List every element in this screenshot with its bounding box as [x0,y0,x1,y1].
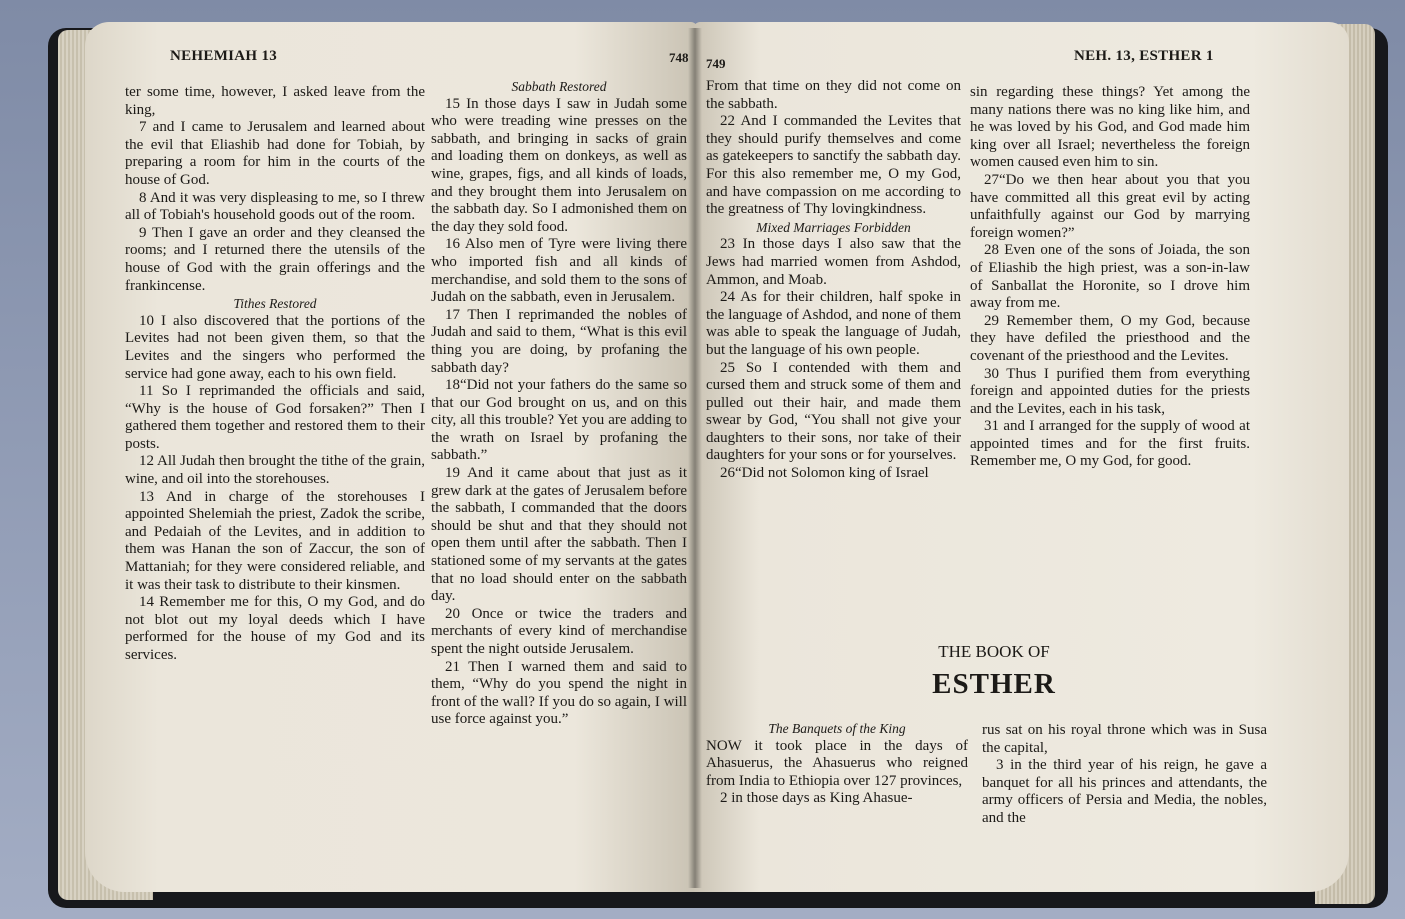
verse-15: 15 In those days I saw in Judah some who were treading wine presses on the sabbath, and bringing in sacks of grain and loading them on donkeys, as well as wine, grapes, figs, and all kinds of loads, and they brought them into Jerusalem on the sabbath day. So I admonished them on the day they sold food. [431,95,687,235]
verse-28: 28 Even one of the sons of Joiada, the son of Eliashib the high priest, was a son-in-law of Sanballat the Horonite, so I drove him away from me. [970,242,1250,312]
book-gutter [688,28,702,888]
verse-27: 27“Do we then hear about you that you have committed all this great evil by acting unfaithfully against our God by marrying foreign women?” [970,171,1250,241]
esther-verse-2: 2 in those days as King Ahasue- [720,790,913,807]
verse-8: 8 And it was very displeasing to me, so I threw all of Tobiah's household goods out of the room. [125,189,425,224]
verse-12: 12 All Judah then brought the tithe of the grain, wine, and oil into the storehouses. [125,453,425,488]
verse-17: 17 Then I reprimanded the nobles of Judah and said to them, “What is this evil thing you are doing, by profaning the sabbath day? [431,306,687,376]
page-number-left: 748 [669,50,689,65]
verse-13: 13 And in charge of the storehouses I appointed Shelemiah the priest, Zadok the scribe, and Pedaiah of the Levites, and in addition to them was Hanan the son of Zaccur, the son of Mattaniah; for they were considered reliable, and it was their task to distribute to their kinsmen. [125,488,425,593]
verse-text: From that time on they did not come on the sabbath. [706,78,961,112]
esther-column-2 [982,722,1267,828]
left-column-2 [431,78,687,729]
running-header-left: NEHEMIAH 13 [170,48,278,64]
right-page [694,22,1349,892]
section-heading: Mixed Marriages Forbidden [756,219,911,235]
verse-text: sin regarding these things? Yet among the many nations there was no king like him, and he was loved by his God, and God made him king over all Israel; nevertheless the foreign women caused even him to sin. [970,84,1250,171]
verse-14: 14 Remember me for this, O my God, and do not blot out my loyal deeds which I have performed for the house of my God and its services. [125,594,425,663]
left-column-1 [125,84,425,665]
verse-30: 30 Thus I purified them from everything foreign and appointed duties for the priests and the Levites, each in his task, [970,365,1250,417]
right-column-1 [706,78,961,483]
verse-text: ter some time, however, I asked leave from the king, [125,84,425,118]
verse-text: rus sat on his royal throne which was in Susa the capital, [982,722,1267,756]
verse-18: 18“Did not your fathers do the same so that our God brought on us, and on this city, all this trouble? Yet you are adding to the wrath on Israel by profaning the sabbath.” [431,377,687,464]
right-column-2 [970,84,1250,471]
verse-24: 24 As for their children, half spoke in the language of Ashdod, and none of them was able to speak the language of Judah, but the language of his own people. [706,289,961,358]
esther-verse-1: NOW it took place in the days of Ahasuerus, the Ahasuerus who reigned from India to Ethiopia over 127 provinces, [706,737,968,789]
section-heading: Tithes Restored [233,296,317,312]
section-heading: The Banquets of the King [768,721,906,736]
verse-11: 11 So I reprimanded the officials and said, “Why is the house of God forsaken?” Then I gathered them together and restored them to their posts. [125,383,425,452]
book-title-large: ESTHER [932,668,1056,700]
verse-31: 31 and I arranged for the supply of wood at appointed times and for the first fruits. Remember me, O my God, for good. [970,418,1250,470]
running-header-right: NEH. 13, ESTHER 1 [1074,48,1214,64]
verse-10: 10 I also discovered that the portions of the Levites had not been given them, so that the Levites and the singers who performed the service had gone away, each to his own field. [125,312,425,382]
verse-22: 22 And I commanded the Levites that they should purify themselves and come as gatekeepers to sanctify the sabbath day. For this also remember me, O my God, and have compassion on me according to the greatness of Thy lovingkindness. [706,113,961,218]
verse-26: 26“Did not Solomon king of Israel [720,465,929,482]
verse-21: 21 Then I warned them and said to them, “Why do you spend the night in front of the wall? If you do so again, I will use force against you.” [431,658,687,728]
verse-29: 29 Remember them, O my God, because they have defiled the priesthood and the covenant of the priesthood and the Levites. [970,312,1250,364]
verse-19: 19 And it came about that just as it grew dark at the gates of Jerusalem before the sabbath, I commanded that the doors should be shut and that they should not open them until after the sabbath. Then I stationed some of my servants at the gates that no load should enter on the sabbath day. [431,465,687,605]
verse-7: 7 and I came to Jerusalem and learned about the evil that Eliashib had done for Tobiah, by preparing a room for him in the courts of the house of God. [125,119,425,188]
verse-16: 16 Also men of Tyre were living there who imported fish and all kinds of merchandise, and sold them to the sons of Judah on the sabbath, even in Jerusalem. [431,236,687,306]
verse-25: 25 So I contended with them and cursed them and struck some of them and pulled out their hair, and made them swear by God, “You shall not give your daughters to their sons, nor take of their daughters for your sons or for yourselves. [706,359,961,464]
left-page [85,22,697,892]
esther-verse-3: 3 in the third year of his reign, he gave a banquet for all his princes and attendants, the army officers of Persia and Media, the nobles, and the [982,757,1267,826]
book-title-small: THE BOOK OF [938,642,1050,661]
verse-9: 9 Then I gave an order and they cleansed the rooms; and I returned there the utensils of the house of God with the grain offerings and the frankincense. [125,224,425,294]
section-heading: Sabbath Restored [511,79,607,94]
verse-20: 20 Once or twice the traders and merchants of every kind of merchandise spent the night outside Jerusalem. [431,605,687,657]
esther-column-1 [706,720,968,808]
verse-23: 23 In those days I also saw that the Jews had married women from Ashdod, Ammon, and Moab. [706,236,961,288]
page-number-right: 749 [706,56,726,71]
